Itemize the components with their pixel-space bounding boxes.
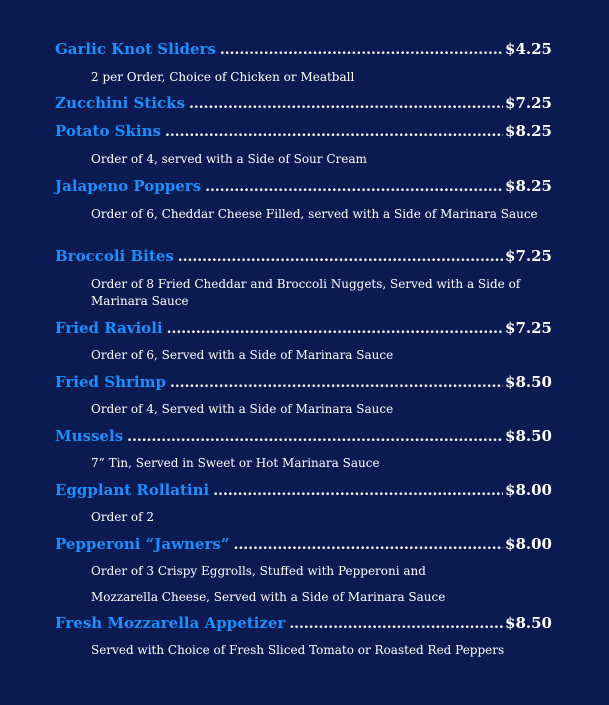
menu-item-description: 2 per Order, Choice of Chicken or Meatball (91, 70, 355, 84)
menu-item-description: Order of 3 Crispy Eggrolls, Stuffed with Pepperoni and (91, 564, 426, 578)
menu-item-price: $8.50 (505, 614, 552, 632)
menu-item-line (55, 247, 552, 265)
menu-item-description: Order of 2 (91, 510, 155, 524)
menu-item-description: Order of 8 Fried Cheddar and Broccoli Nuggets, Served with a Side of Marinara Sauce (91, 277, 521, 308)
dot-leader (167, 321, 503, 337)
menu-item-description: 7” Tin, Served in Sweet or Hot Marinara Sauce (91, 456, 380, 470)
dot-leader (127, 429, 503, 445)
menu-item-price: $7.25 (505, 319, 552, 337)
menu-item-line (55, 94, 552, 112)
menu-item-name: Fried Shrimp (55, 373, 166, 391)
menu-item-price: $8.50 (505, 427, 552, 445)
menu-item-price: $8.25 (505, 122, 552, 140)
menu-item-price: $8.00 (505, 481, 552, 499)
dot-leader (178, 249, 503, 265)
menu-item-name: Pepperoni “Jawners” (55, 535, 230, 553)
menu-item-description: Order of 4, served with a Side of Sour Cream (91, 152, 367, 166)
menu-item-line (55, 535, 552, 553)
menu-item-description: Order of 4, Served with a Side of Marinara Sauce (91, 402, 394, 416)
dot-leader (233, 537, 503, 553)
menu-item-price: $8.00 (505, 535, 552, 553)
menu-item-line (55, 319, 552, 337)
dot-leader (189, 96, 503, 112)
menu-item-name: Fried Ravioli (55, 319, 163, 337)
menu-item-price: $8.25 (505, 177, 552, 195)
menu-item-name: Fresh Mozzarella Appetizer (55, 614, 286, 632)
menu-item-price: $7.25 (505, 247, 552, 265)
dot-leader (165, 124, 503, 140)
dot-leader (170, 375, 503, 391)
menu-item-name: Garlic Knot Sliders (55, 40, 216, 58)
dot-leader (289, 616, 503, 632)
menu-item-name: Zucchini Sticks (55, 94, 185, 112)
menu-item-line (55, 122, 552, 140)
menu-item-line (55, 177, 552, 195)
menu-item-name: Mussels (55, 427, 124, 445)
menu-item-name: Broccoli Bites (55, 247, 174, 265)
menu-item-description: Served with Choice of Fresh Sliced Tomato or Roasted Red Peppers (91, 643, 505, 657)
dot-leader (205, 179, 503, 195)
menu-item-price: $4.25 (505, 40, 552, 58)
menu-item-price: $8.50 (505, 373, 552, 391)
menu-item-description: Order of 6, Cheddar Cheese Filled, served with a Side of Marinara Sauce (91, 207, 538, 221)
menu-item-description-continued: Mozzarella Cheese, Served with a Side of Marinara Sauce (91, 590, 446, 604)
menu-item-price: $7.25 (505, 94, 552, 112)
dot-leader (220, 42, 503, 58)
menu-item-line (55, 373, 552, 391)
menu-item-line (55, 427, 552, 445)
menu-item-line (55, 614, 552, 632)
menu-item-line (55, 40, 552, 58)
dot-leader (213, 483, 503, 499)
menu-item-name: Jalapeno Poppers (55, 177, 202, 195)
menu-item-description: Order of 6, Served with a Side of Marinara Sauce (91, 348, 394, 362)
menu-item-name: Eggplant Rollatini (55, 481, 210, 499)
menu-item-line (55, 481, 552, 499)
menu-item-name: Potato Skins (55, 122, 161, 140)
